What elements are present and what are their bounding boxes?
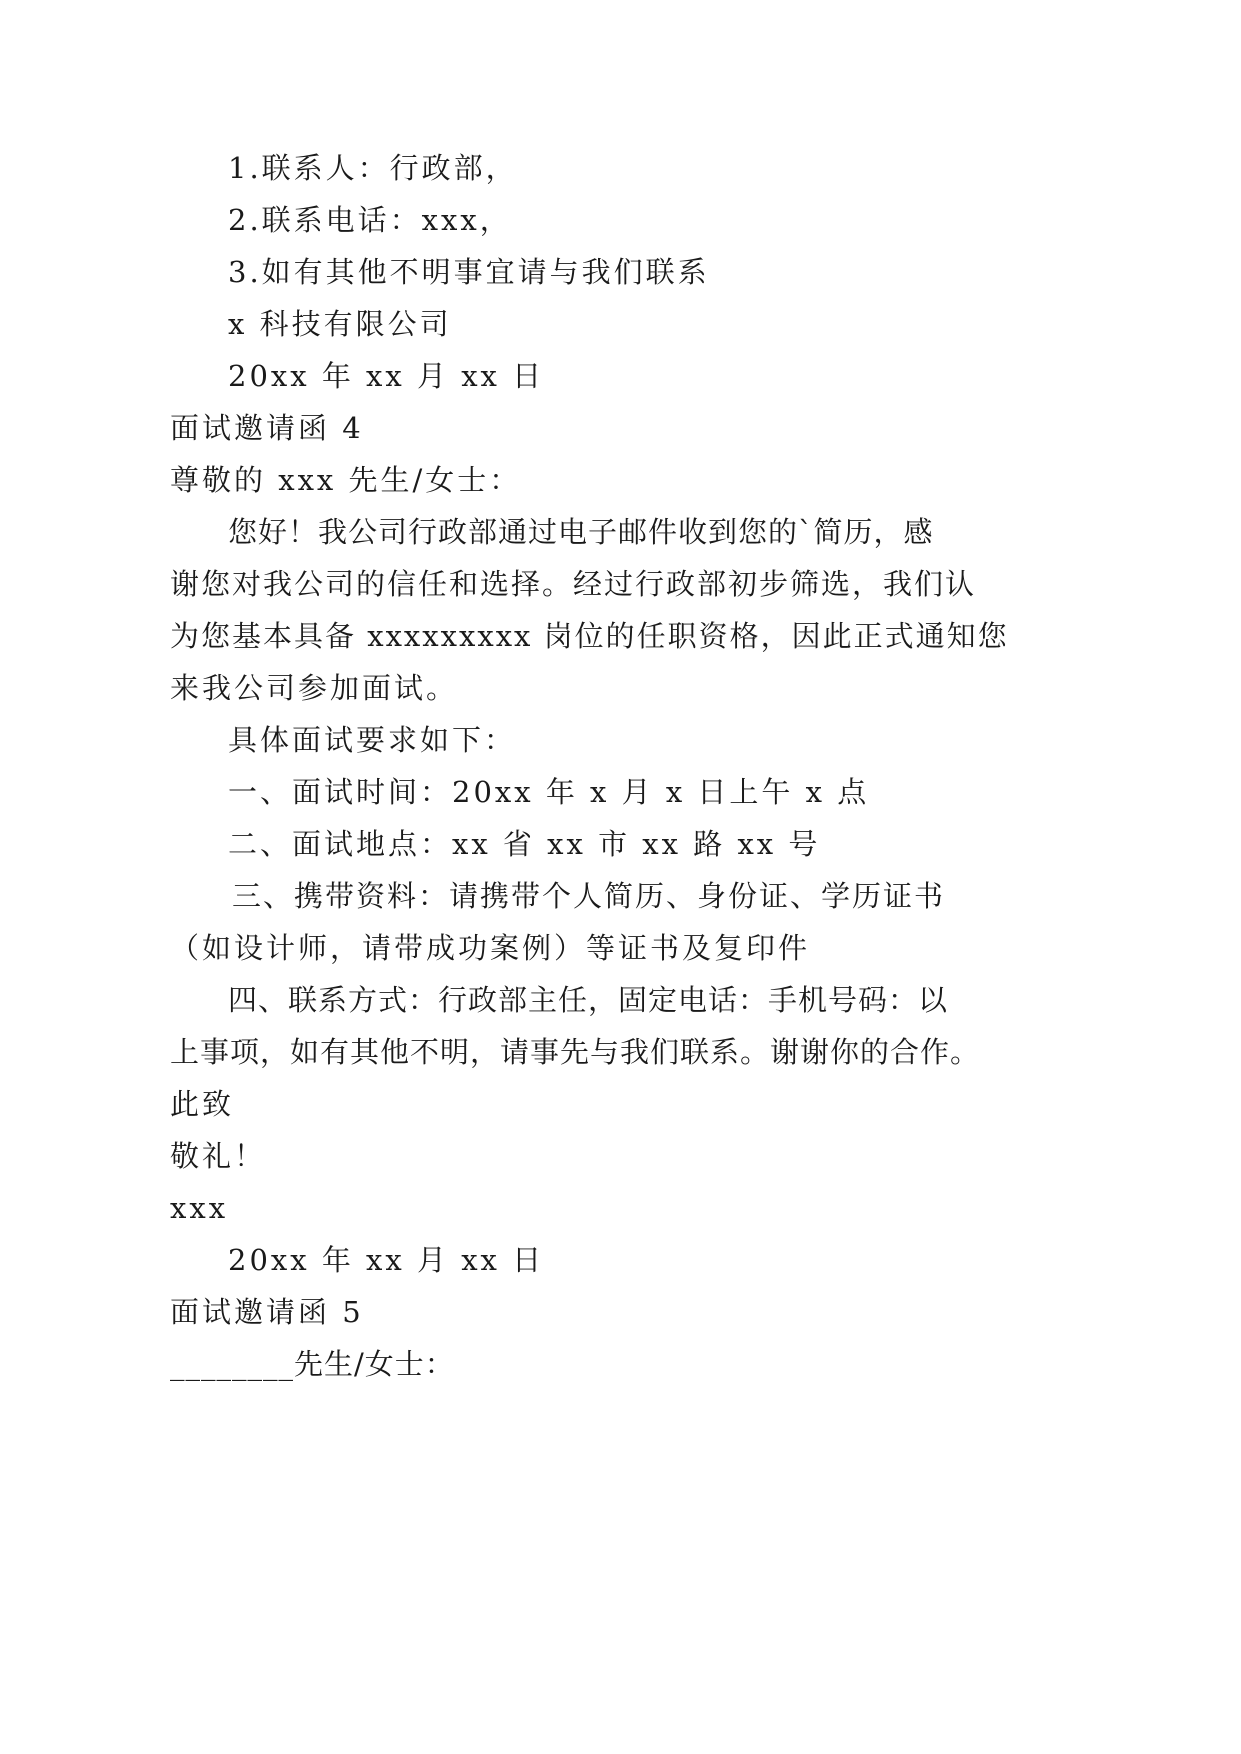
requirement-time: 一、面试时间：20xx 年 x 月 x 日上午 x 点 — [228, 775, 870, 809]
company-name: x 科技有限公司 — [228, 307, 452, 341]
requirement-materials-line-2: （如设计师，请带成功案例）等证书及复印件 — [170, 931, 811, 965]
letter5-title: 面试邀请函 5 — [170, 1295, 364, 1329]
contact-item-phone: 2.联系电话：xxx， — [228, 203, 512, 237]
requirement-contact-line-1: 四、联系方式：行政部主任，固定电话：手机号码：以 — [228, 983, 949, 1017]
letter4-salutation: 尊敬的 xxx 先生/女士： — [170, 463, 522, 497]
closing-salute: 敬礼！ — [170, 1139, 267, 1173]
requirement-place: 二、面试地点：xx 省 xx 市 xx 路 xx 号 — [228, 827, 821, 861]
letter4-body-line-4: 来我公司参加面试。 — [170, 671, 459, 705]
letter4-body-line-3: 为您基本具备 xxxxxxxxx 岗位的任职资格，因此正式通知您 — [170, 619, 1009, 653]
contact-item-other: 3.如有其他不明事宜请与我们联系 — [228, 255, 710, 289]
letter4-body-line-2: 谢您对我公司的信任和选择。经过行政部初步筛选，我们认 — [170, 567, 977, 601]
signature: xxx — [170, 1191, 229, 1225]
letter3-date: 20xx 年 xx 月 xx 日 — [228, 359, 545, 393]
letter4-date: 20xx 年 xx 月 xx 日 — [228, 1243, 545, 1277]
contact-item-person: 1.联系人：行政部， — [228, 151, 518, 185]
requirement-materials-line-1: 三、携带资料：请携带个人简历、身份证、学历证书 — [232, 879, 946, 913]
letter5-salutation: ________先生/女士： — [170, 1347, 455, 1381]
letter4-body-line-1: 您好！我公司行政部通过电子邮件收到您的`简历，感 — [228, 515, 934, 549]
letter4-title: 面试邀请函 4 — [170, 411, 364, 445]
closing-regards: 此致 — [170, 1087, 235, 1121]
requirement-contact-line-2: 上事项，如有其他不明，请事先与我们联系。谢谢你的合作。 — [170, 1035, 981, 1069]
requirements-intro: 具体面试要求如下： — [228, 723, 517, 757]
